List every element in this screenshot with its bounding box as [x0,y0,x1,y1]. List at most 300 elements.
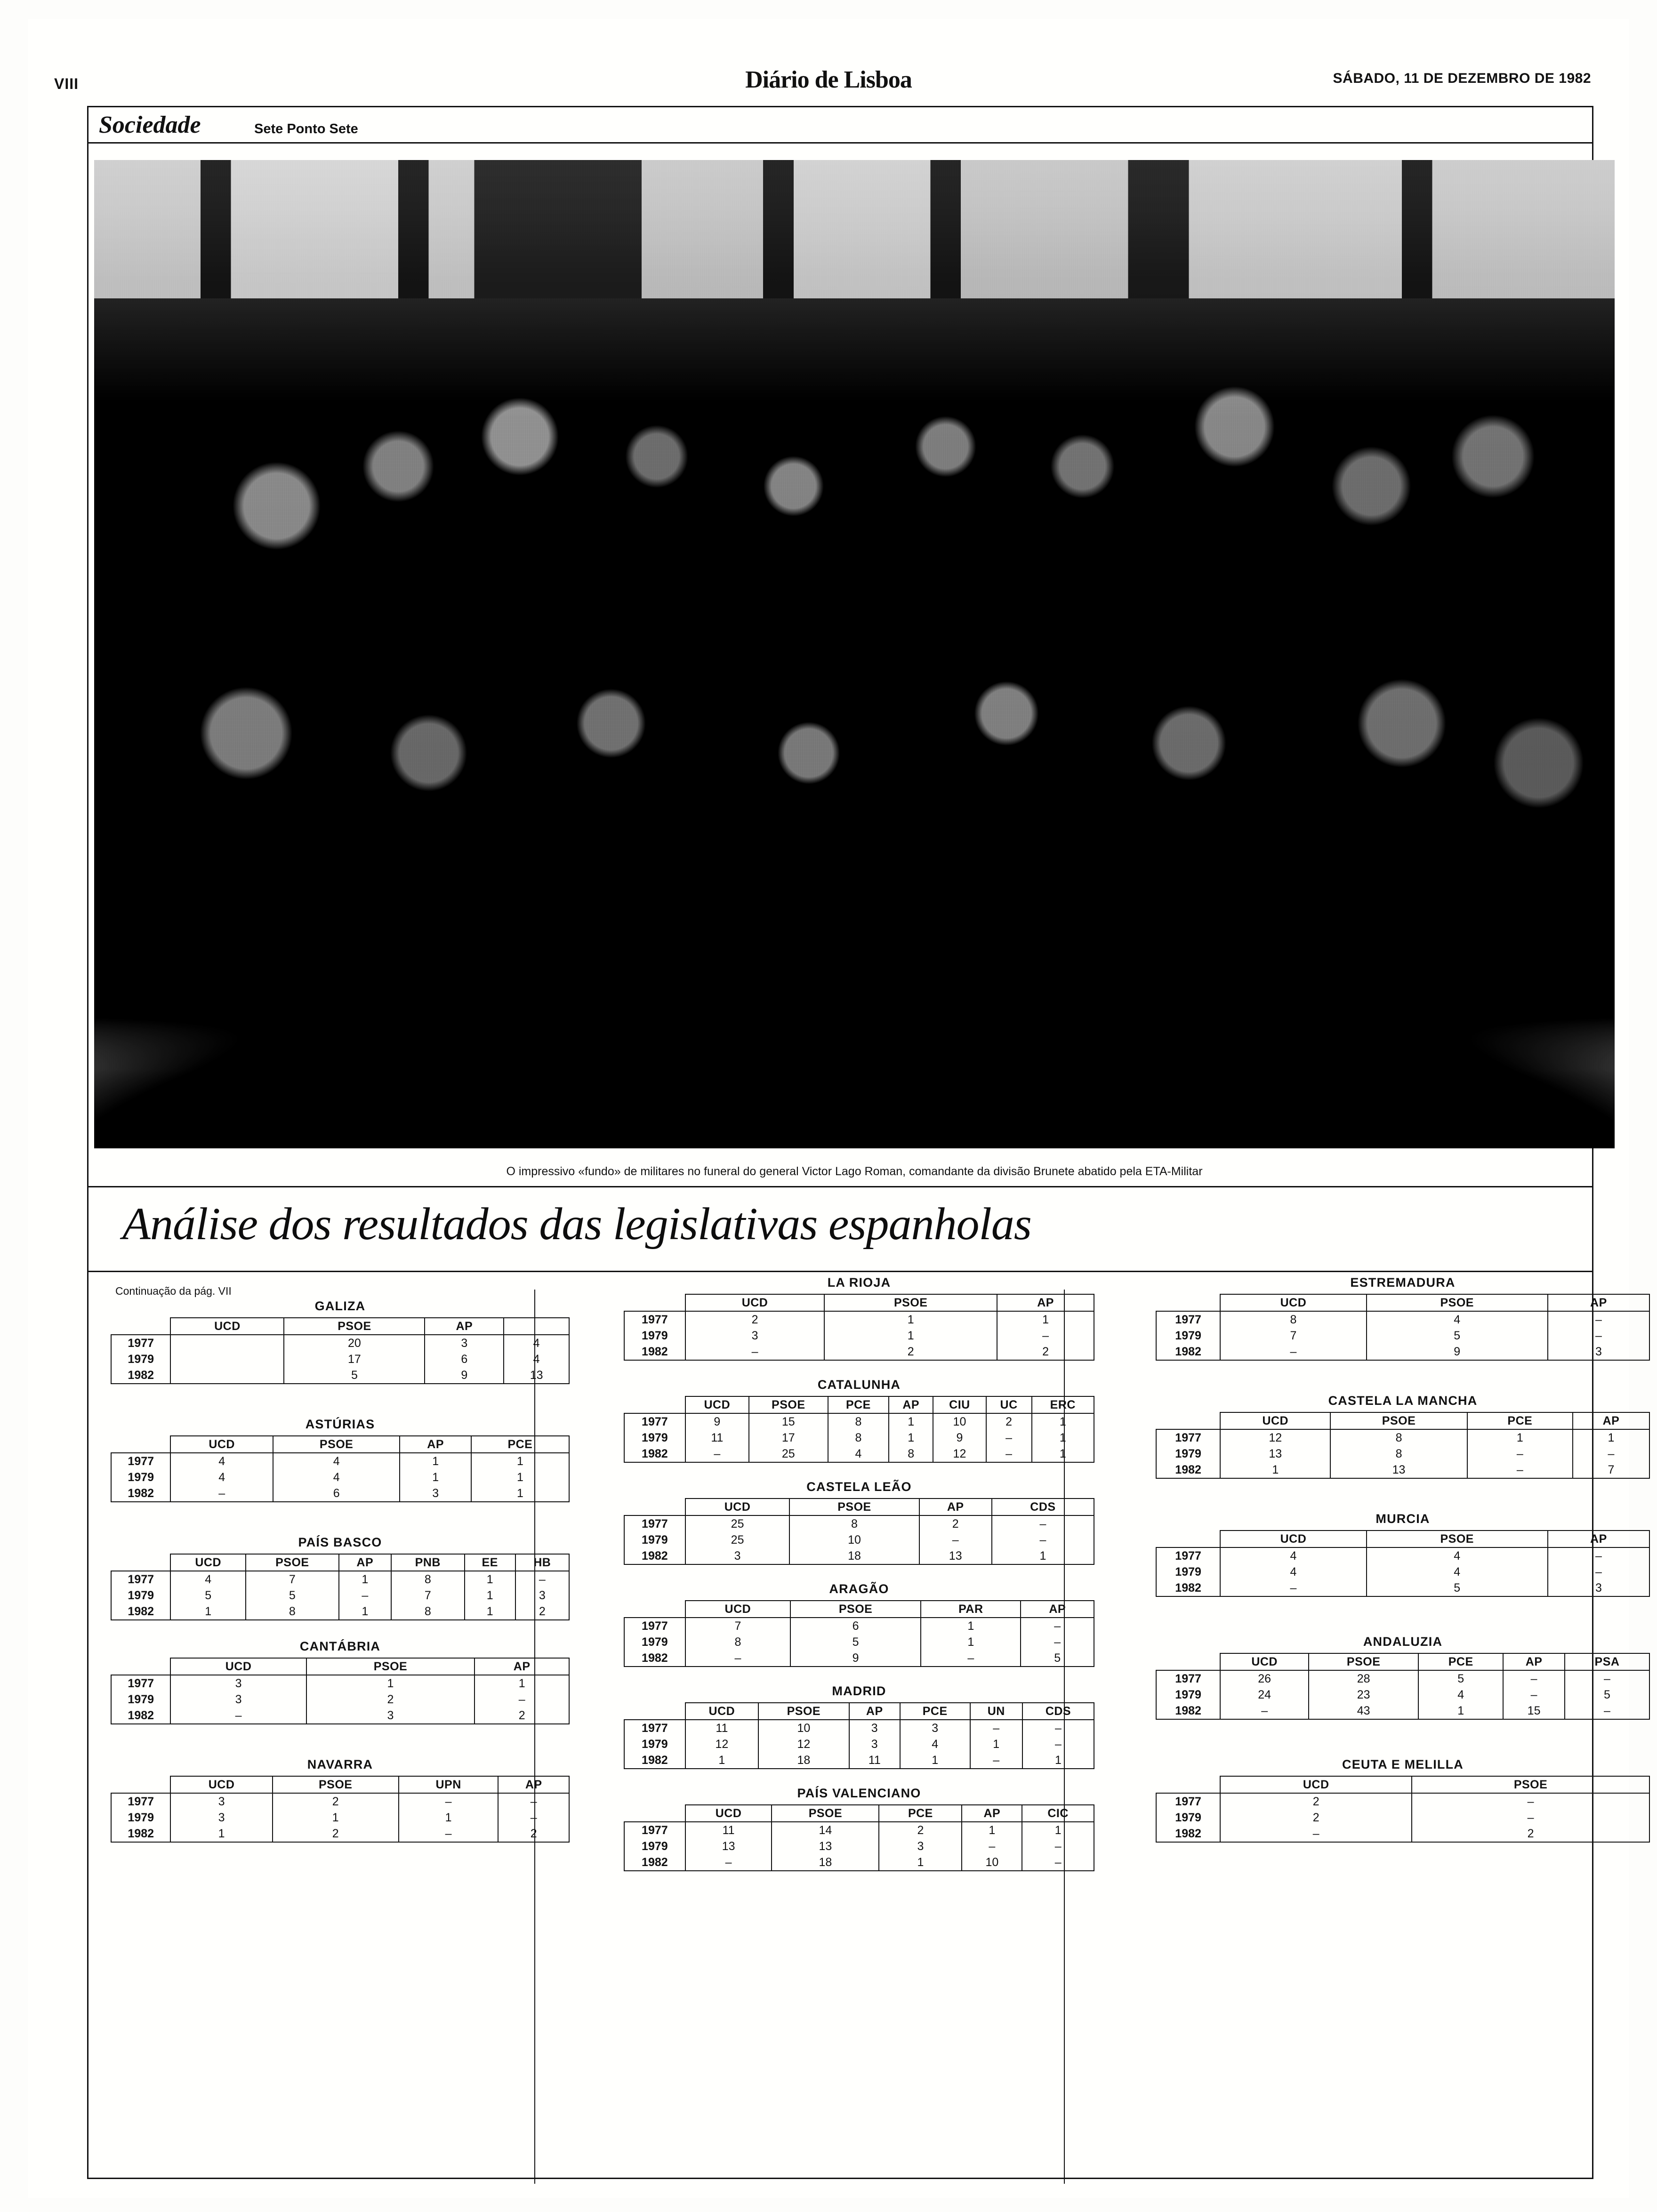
seat-count: 2 [475,1707,569,1724]
seat-count: 5 [1418,1670,1503,1687]
seat-count: – [1220,1580,1366,1596]
col-header-year [1156,1653,1220,1670]
row-year: 1979 [1156,1328,1220,1344]
table-title-castela_la_mancha: CASTELA LA MANCHA [1328,1394,1478,1408]
table-row [624,1311,1094,1328]
results-table-la_rioja [624,1294,1094,1361]
seat-count: – [1503,1687,1565,1703]
seat-count: 11 [849,1752,900,1769]
divider-top [87,106,1593,107]
seat-count: 3 [879,1838,962,1854]
row-year: 1977 [111,1571,170,1587]
seat-count: 2 [685,1311,825,1328]
col-header-party: PSOE [772,1805,879,1822]
results-table-castela_la_mancha [1156,1412,1650,1479]
table-row [111,1335,569,1351]
issue-date: SÁBADO, 11 DE DEZEMBRO DE 1982 [1333,71,1591,86]
col-header-party: PCE [471,1436,569,1453]
col-header-party: PSOE [1412,1776,1649,1793]
row-year: 1979 [624,1838,685,1854]
seat-count: 10 [933,1413,986,1430]
seat-count: 8 [391,1571,465,1587]
col-header-party: PSOE [790,1601,921,1618]
col-header-year [624,1396,685,1413]
seat-count: 13 [1330,1462,1467,1478]
table-row [624,1515,1094,1532]
seat-count: 1 [921,1634,1021,1650]
seat-count: 8 [889,1446,933,1462]
row-year: 1982 [624,1446,685,1462]
table-block-cantabria [111,1639,570,1724]
seat-count: 9 [425,1367,504,1384]
seat-count: 1 [997,1311,1094,1328]
table-block-estremadura [1156,1275,1650,1361]
col-header-party: UCD [1220,1294,1366,1311]
table-title-pais_basco: PAÍS BASCO [298,1535,382,1549]
row-year: 1979 [111,1587,170,1603]
row-year: 1982 [1156,1703,1220,1719]
seat-count: 4 [900,1736,970,1752]
row-year: 1982 [624,1344,685,1360]
seat-count: – [1220,1703,1309,1719]
row-year: 1982 [624,1752,685,1769]
seat-count: 1 [400,1453,471,1469]
seat-count: 11 [685,1430,749,1446]
seat-count: 4 [1220,1564,1366,1580]
seat-count: 25 [749,1446,828,1462]
seat-count: 3 [1548,1344,1649,1360]
seat-count: 3 [400,1485,471,1502]
seat-count: 2 [273,1826,399,1842]
seat-count: – [986,1446,1032,1462]
table-row [1156,1703,1649,1719]
results-table-asturias [111,1435,570,1502]
seat-count: – [1548,1328,1649,1344]
seat-count: 4 [170,1571,245,1587]
seat-count: 17 [749,1430,828,1446]
seat-count: 1 [339,1571,391,1587]
col-header-party: UCD [1220,1653,1309,1670]
table-row [624,1548,1094,1564]
seat-count: 1 [992,1548,1094,1564]
seat-count: 1 [1022,1822,1094,1838]
table-row [624,1720,1094,1736]
col-header-year [1156,1294,1220,1311]
table-row [624,1650,1094,1667]
seat-count: 5 [170,1587,245,1603]
seat-count: 4 [1418,1687,1503,1703]
seat-count: 1 [400,1469,471,1485]
seat-count: 4 [1220,1547,1366,1564]
table-row [624,1634,1094,1650]
seat-count: 1 [339,1603,391,1620]
seat-count: 3 [685,1548,790,1564]
col-header-party: UPN [399,1776,499,1793]
results-table-murcia [1156,1530,1650,1597]
col-header-party: UCD [685,1499,790,1515]
seat-count: 20 [284,1335,425,1351]
seat-count: 3 [515,1587,569,1603]
page-sheet [28,19,1629,2198]
seat-count: 13 [1220,1446,1330,1462]
seat-count [170,1367,284,1384]
seat-count: 1 [824,1311,997,1328]
seat-count: 5 [790,1634,921,1650]
row-year: 1979 [1156,1446,1220,1462]
col-header-party: AP [1548,1294,1649,1311]
row-year: 1979 [624,1328,685,1344]
seat-count: 2 [273,1793,399,1810]
seat-count: 4 [504,1335,569,1351]
seat-count: 4 [1367,1564,1548,1580]
section-title: Sociedade [99,112,201,138]
results-table-galiza [111,1317,570,1384]
table-block-murcia [1156,1512,1650,1597]
seat-count: – [1548,1564,1649,1580]
row-year: 1979 [111,1469,170,1485]
table-row [111,1691,569,1707]
seat-count: 8 [828,1413,889,1430]
col-header-party: AP [889,1396,933,1413]
divider-under-section [87,142,1593,144]
col-header-party: AP [400,1436,471,1453]
seat-count: 2 [1220,1810,1412,1826]
table-row [624,1328,1094,1344]
col-header-party: PCE [828,1396,889,1413]
col-header-party: PCE [879,1805,962,1822]
seat-count: 8 [789,1515,919,1532]
row-year: 1979 [1156,1687,1220,1703]
col-header-party: CIU [933,1396,986,1413]
seat-count: – [498,1793,569,1810]
row-year: 1982 [111,1485,170,1502]
seat-count: 2 [1220,1793,1412,1810]
seat-count: – [170,1707,306,1724]
seat-count: – [685,1344,825,1360]
seat-count: 2 [919,1515,992,1532]
seat-count [170,1335,284,1351]
seat-count: 8 [685,1634,790,1650]
col-header-year [1156,1412,1220,1429]
seat-count: 1 [1418,1703,1503,1719]
photo-grain-overlay [94,160,1615,1148]
seat-count: – [919,1532,992,1548]
table-block-pais-valenciano [624,1786,1094,1871]
seat-count: – [970,1720,1022,1736]
row-year: 1977 [624,1618,685,1634]
seat-count: 11 [685,1720,758,1736]
row-year: 1982 [624,1854,685,1871]
seat-count: 5 [246,1587,339,1603]
seat-count: 10 [789,1532,919,1548]
col-header-party: PSOE [758,1703,849,1720]
table-block-navarra [111,1757,570,1843]
seat-count: 1 [1032,1446,1094,1462]
table-row [111,1351,569,1367]
seat-count: 9 [685,1413,749,1430]
col-header-party: PSOE [1367,1294,1548,1311]
seat-count: 5 [1367,1580,1548,1596]
col-header-party: AP [425,1318,504,1335]
seat-count: – [986,1430,1032,1446]
col-header-party: AP [1548,1531,1649,1547]
seat-count: – [339,1587,391,1603]
row-year: 1977 [624,1720,685,1736]
seat-count: 7 [1573,1462,1649,1478]
table-block-andaluzia [1156,1635,1650,1720]
seat-count: 1 [170,1826,272,1842]
seat-count: 1 [1573,1429,1649,1446]
row-year: 1977 [1156,1547,1220,1564]
continuation-note: Continuação da pág. VII [115,1285,232,1297]
seat-count: 3 [685,1328,825,1344]
col-header-party: UCD [170,1436,273,1453]
col-header-party: PSOE [273,1776,399,1793]
seat-count: 2 [986,1413,1032,1430]
col-header-year [111,1776,170,1793]
seat-count: – [1467,1446,1573,1462]
col-header-party: UCD [170,1776,272,1793]
table-title-catalunha: CATALUNHA [817,1378,901,1392]
column-right [1156,1275,1650,1859]
row-year: 1982 [111,1367,170,1384]
col-header-year [624,1601,685,1618]
col-header-party: UCD [685,1805,772,1822]
seat-count: 1 [471,1469,569,1485]
seat-count: 4 [170,1453,273,1469]
col-header-year [624,1703,685,1720]
seat-count [170,1351,284,1367]
seat-count: – [399,1793,499,1810]
col-header-party: PSA [1565,1653,1649,1670]
col-header-party: CDS [1022,1703,1094,1720]
col-header-party: UCD [1220,1412,1330,1429]
seat-count: – [1022,1838,1094,1854]
col-header-party: AP [1573,1412,1649,1429]
col-header-party: UCD [685,1703,758,1720]
table-block-catalunha [624,1378,1094,1463]
seat-count: – [1220,1826,1412,1842]
table-block-ceuta-e-melilla [1156,1757,1650,1843]
col-header-party: UN [970,1703,1022,1720]
seat-count: 1 [1220,1462,1330,1478]
col-header-party: EE [465,1554,515,1571]
row-year: 1977 [111,1453,170,1469]
table-row [1156,1446,1649,1462]
seat-count: 10 [758,1720,849,1736]
seat-count: 15 [1503,1703,1565,1719]
seat-count: 3 [170,1793,272,1810]
table-title-galiza: GALIZA [314,1299,366,1313]
seat-count: 1 [1032,1430,1094,1446]
col-header-year [624,1805,685,1822]
col-header-year [111,1658,170,1675]
col-header-party: PSOE [246,1554,339,1571]
seat-count: – [1412,1810,1649,1826]
left-border-rule [87,106,88,2179]
results-table-andaluzia [1156,1653,1650,1720]
table-row [624,1413,1094,1430]
table-row [111,1469,569,1485]
seat-count: 8 [391,1603,465,1620]
col-header-party: ERC [1032,1396,1094,1413]
seat-count: – [1467,1462,1573,1478]
table-row [111,1587,569,1603]
seat-count: – [997,1328,1094,1344]
table-row [1156,1344,1649,1360]
col-header-party: PSOE [284,1318,425,1335]
results-table-madrid [624,1702,1094,1769]
col-header-party: AP [339,1554,391,1571]
table-row [1156,1687,1649,1703]
table-row [111,1367,569,1384]
seat-count: – [1565,1670,1649,1687]
seat-count: 1 [465,1587,515,1603]
row-year: 1979 [1156,1564,1220,1580]
seat-count: 4 [273,1453,400,1469]
table-row [624,1532,1094,1548]
seat-count: 6 [425,1351,504,1367]
col-header-party: PSOE [306,1658,475,1675]
seat-count: – [1573,1446,1649,1462]
table-row [1156,1810,1649,1826]
seat-count: – [1503,1670,1565,1687]
table-row [111,1453,569,1469]
seat-count: 4 [1367,1311,1548,1328]
seat-count: 13 [685,1838,772,1854]
table-row [624,1736,1094,1752]
table-row [111,1603,569,1620]
seat-count: 43 [1309,1703,1418,1719]
seat-count: 18 [772,1854,879,1871]
col-header-party: AP [919,1499,992,1515]
table-row [111,1675,569,1691]
seat-count: – [1022,1736,1094,1752]
table-block-la-rioja [624,1275,1094,1361]
seat-count: 9 [933,1430,986,1446]
seat-count: – [685,1854,772,1871]
row-year: 1982 [111,1707,170,1724]
seat-count: 15 [749,1413,828,1430]
row-year: 1977 [1156,1311,1220,1328]
table-title-aragao: ARAGÃO [829,1582,889,1596]
seat-count: – [170,1485,273,1502]
table-row [624,1752,1094,1769]
seat-count: 8 [246,1603,339,1620]
seat-count: 1 [1022,1752,1094,1769]
col-header-party: AP [997,1294,1094,1311]
seat-count: 1 [900,1752,970,1769]
seat-count: 3 [170,1675,306,1691]
seat-count: 3 [425,1335,504,1351]
col-header-party [504,1318,569,1335]
table-title-la_rioja: LA RIOJA [827,1275,891,1290]
seat-count: 1 [1467,1429,1573,1446]
seat-count: 12 [1220,1429,1330,1446]
col-header-party: PSOE [749,1396,828,1413]
seat-count: – [1022,1720,1094,1736]
table-row [1156,1547,1649,1564]
table-row [624,1430,1094,1446]
table-row [1156,1564,1649,1580]
seat-count: 7 [246,1571,339,1587]
table-block-pais-basco [111,1535,570,1620]
table-row [111,1810,569,1826]
seat-count: 3 [170,1810,272,1826]
col-header-year [111,1318,170,1335]
row-year: 1977 [111,1793,170,1810]
table-row [1156,1429,1649,1446]
seat-count: 1 [170,1603,245,1620]
seat-count: 1 [306,1675,475,1691]
table-title-estremadura: ESTREMADURA [1350,1275,1456,1290]
seat-count: 3 [849,1736,900,1752]
col-header-party: UCD [170,1554,245,1571]
seat-count: – [992,1532,1094,1548]
row-year: 1979 [111,1691,170,1707]
table-block-galiza [111,1299,570,1384]
seat-count: 1 [889,1413,933,1430]
seat-count: 2 [498,1826,569,1842]
seat-count: 12 [933,1446,986,1462]
table-row [111,1485,569,1502]
col-header-party: PSOE [1367,1531,1548,1547]
col-header-party: HB [515,1554,569,1571]
seat-count: – [685,1446,749,1462]
seat-count: 9 [790,1650,921,1667]
seat-count: 1 [465,1571,515,1587]
seat-count: 12 [685,1736,758,1752]
row-year: 1982 [111,1826,170,1842]
seat-count: 3 [170,1691,306,1707]
seat-count: 24 [1220,1687,1309,1703]
divider-headline-top [87,1186,1593,1187]
seat-count: – [1412,1793,1649,1810]
results-table-aragao [624,1600,1094,1667]
seat-count: – [1022,1854,1094,1871]
seat-count: 1 [685,1752,758,1769]
col-header-year [111,1436,170,1453]
col-header-year [624,1294,685,1311]
seat-count: 18 [758,1752,849,1769]
col-header-party: PSOE [1309,1653,1418,1670]
seat-count: 2 [515,1603,569,1620]
seat-count: 5 [1367,1328,1548,1344]
row-year: 1977 [624,1822,685,1838]
row-year: 1979 [624,1430,685,1446]
seat-count: 2 [306,1691,475,1707]
row-year: 1979 [624,1736,685,1752]
seat-count: 8 [1220,1311,1366,1328]
seat-count: 8 [1330,1429,1467,1446]
section-subtitle: Sete Ponto Sete [254,121,358,136]
seat-count: 9 [1367,1344,1548,1360]
col-header-party: PCE [900,1703,970,1720]
col-header-party: UC [986,1396,1032,1413]
seat-count: 4 [273,1469,400,1485]
divider-headline-bottom [87,1271,1593,1272]
seat-count: 1 [1032,1413,1094,1430]
table-row [624,1838,1094,1854]
seat-count: 13 [504,1367,569,1384]
row-year: 1977 [111,1675,170,1691]
results-table-castela_leao [624,1498,1094,1565]
seat-count: 12 [758,1736,849,1752]
table-title-navarra: NAVARRA [307,1757,373,1771]
seat-count: – [1021,1634,1094,1650]
seat-count: 5 [284,1367,425,1384]
col-header-party: AP [1503,1653,1565,1670]
